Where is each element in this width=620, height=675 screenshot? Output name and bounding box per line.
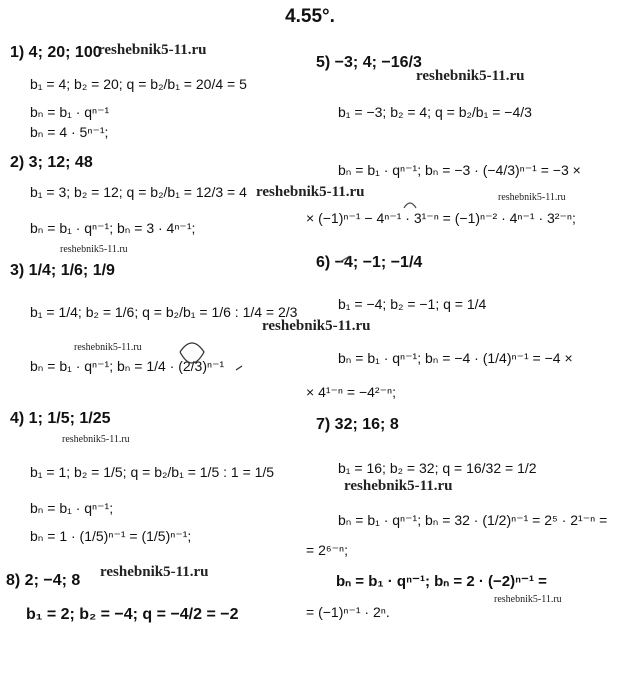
problem-3-heading: 3) 1/4; 1/6; 1/9 [10, 262, 115, 279]
watermark-p5: reshebnik5-11.ru [416, 68, 525, 84]
problem-1-heading: 1) 4; 20; 100 [10, 44, 102, 61]
page-title: 4.55°. [285, 6, 335, 27]
problem-6-heading: 6) −4; −1; −1/4 [316, 254, 423, 271]
problem-5-heading: 5) −3; 4; −16/3 [316, 54, 422, 71]
watermark-p7: reshebnik5-11.ru [344, 478, 453, 494]
p7-line-5: = (−1)ⁿ⁻¹ · 2ⁿ. [306, 604, 390, 620]
p6-line-3: × 4¹⁻ⁿ = −4²⁻ⁿ; [306, 384, 396, 400]
watermark-p2: reshebnik5-11.ru [256, 184, 365, 200]
p7-line-1: b₁ = 16; b₂ = 32; q = 16/32 = 1/2 [338, 460, 537, 476]
p7-line-4: bₙ = b₁ · qⁿ⁻¹; bₙ = 2 · (−2)ⁿ⁻¹ = [336, 573, 547, 590]
watermark-p3-small: reshebnik5-11.ru [60, 244, 128, 255]
p1-line-1: b₁ = 4; b₂ = 20; q = b₂/b₁ = 20/4 = 5 [30, 76, 247, 92]
p2-line-1: b₁ = 3; b₂ = 12; q = b₂/b₁ = 12/3 = 4 [30, 184, 247, 200]
problem-2-heading: 2) 3; 12; 48 [10, 154, 93, 171]
watermark-p1: reshebnik5-11.ru [98, 42, 207, 58]
p3-line-2: bₙ = b₁ · qⁿ⁻¹; bₙ = 1/4 · (2/3)ⁿ⁻¹ [30, 358, 225, 374]
watermark-p4-small: reshebnik5-11.ru [62, 434, 130, 445]
watermark-p3-small-2: reshebnik5-11.ru [74, 342, 142, 353]
p5-line-2: bₙ = b₁ · qⁿ⁻¹; bₙ = −3 · (−4/3)ⁿ⁻¹ = −3 × [338, 162, 581, 178]
p6-line-2: bₙ = b₁ · qⁿ⁻¹; bₙ = −4 · (1/4)ⁿ⁻¹ = −4 × [338, 350, 573, 366]
p7-line-3: = 2⁶⁻ⁿ; [306, 542, 348, 558]
p1-line-3: bₙ = 4 · 5ⁿ⁻¹; [30, 124, 109, 140]
problem-8-heading: 8) 2; −4; 8 [6, 572, 81, 589]
p7-line-2: bₙ = b₁ · qⁿ⁻¹; bₙ = 32 · (1/2)ⁿ⁻¹ = 2⁵ · 2¹⁻ⁿ = [338, 512, 608, 528]
p8-line-1: b₁ = 2; b₂ = −4; q = −4/2 = −2 [26, 606, 239, 623]
watermark-p8: reshebnik5-11.ru [100, 564, 209, 580]
p1-line-2: bₙ = b₁ · qⁿ⁻¹ [30, 104, 110, 120]
p5-line-1: b₁ = −3; b₂ = 4; q = b₂/b₁ = −4/3 [338, 104, 532, 120]
p4-line-1: b₁ = 1; b₂ = 1/5; q = b₂/b₁ = 1/5 : 1 = 1/5 [30, 464, 275, 480]
p5-line-3: × (−1)ⁿ⁻¹ − 4ⁿ⁻¹ · 3¹⁻ⁿ = (−1)ⁿ⁻² · 4ⁿ⁻¹ · 3²⁻ⁿ; [306, 210, 576, 226]
watermark-p3: reshebnik5-11.ru [262, 318, 371, 334]
p3-line-1: b₁ = 1/4; b₂ = 1/6; q = b₂/b₁ = 1/6 : 1/4 = 2/3 [30, 304, 298, 320]
p6-line-1: b₁ = −4; b₂ = −1; q = 1/4 [338, 296, 487, 312]
p4-line-2: bₙ = b₁ · qⁿ⁻¹; [30, 500, 114, 516]
p4-line-3: bₙ = 1 · (1/5)ⁿ⁻¹ = (1/5)ⁿ⁻¹; [30, 528, 192, 544]
problem-7-heading: 7) 32; 16; 8 [316, 416, 399, 433]
problem-4-heading: 4) 1; 1/5; 1/25 [10, 410, 111, 427]
p2-line-2: bₙ = b₁ · qⁿ⁻¹; bₙ = 3 · 4ⁿ⁻¹; [30, 220, 196, 236]
watermark-p7-small: reshebnik5-11.ru [494, 594, 562, 605]
watermark-p5-small: reshebnik5-11.ru [498, 192, 566, 203]
